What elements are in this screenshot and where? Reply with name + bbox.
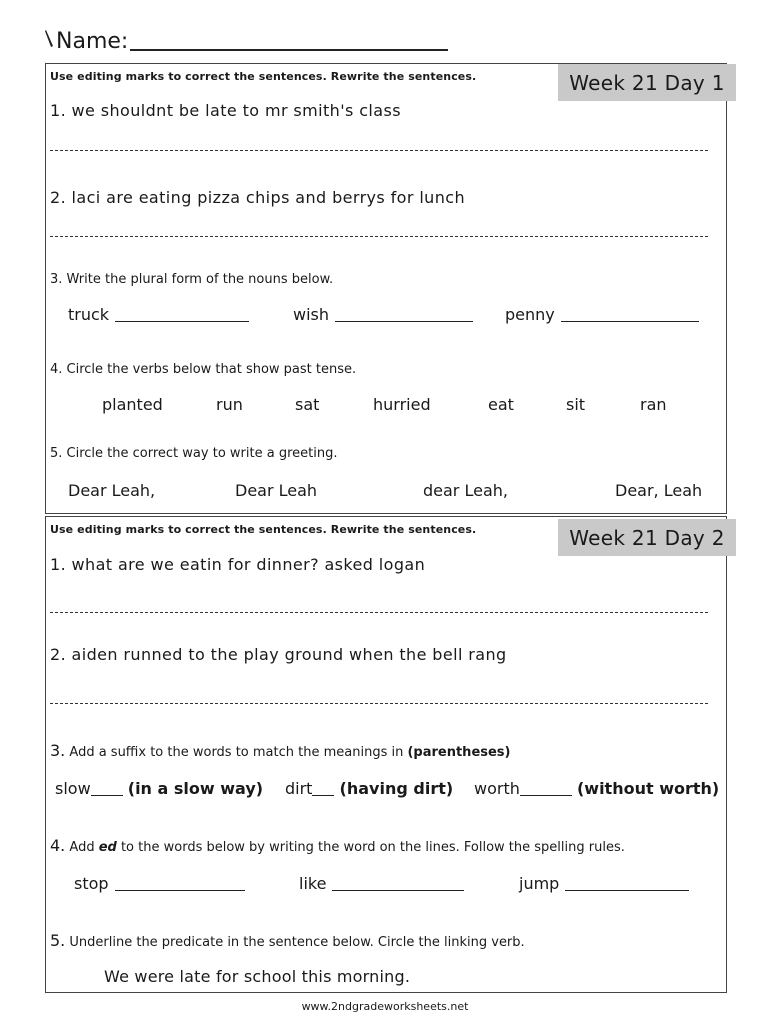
day2-sentence[interactable]: We were late for school this morning. [104, 967, 411, 986]
plural-word: truck [68, 305, 110, 324]
day1-week-badge: Week 21 Day 1 [558, 64, 736, 101]
ed-word: stop [74, 874, 109, 893]
day2-section [45, 516, 727, 993]
day1-verb-row [46, 395, 726, 415]
day2-ed-row [46, 874, 726, 894]
suffix-item-dirt [285, 779, 453, 798]
suffix-word: slow [55, 779, 91, 798]
day1-answer-line-2[interactable] [50, 236, 708, 237]
ed-item-like [299, 874, 464, 893]
suffix-word: worth [474, 779, 520, 798]
day1-question-2: 2. laci are eating pizza chips and berrys for lunch [50, 188, 465, 207]
verb-option[interactable]: run [216, 395, 243, 414]
verb-option[interactable]: ran [640, 395, 667, 414]
plural-item-truck [68, 305, 249, 324]
name-label: Name: [56, 29, 129, 54]
suffix-meaning: (in a slow way) [127, 779, 264, 798]
greeting-option[interactable]: Dear, Leah [615, 481, 703, 500]
ed-blank[interactable] [115, 876, 245, 891]
suffix-meaning: (without worth) [576, 779, 720, 798]
day2-answer-line-1[interactable] [50, 612, 708, 613]
verb-option[interactable]: sit [566, 395, 586, 414]
suffix-blank[interactable] [312, 781, 334, 796]
suffix-blank[interactable] [91, 781, 123, 796]
day1-question-5-prompt: 5. Circle the correct way to write a greeting. [50, 446, 338, 461]
plural-word: wish [293, 305, 330, 324]
plural-blank[interactable] [335, 307, 473, 322]
question-number: 3. [50, 741, 66, 760]
ed-blank[interactable] [332, 876, 464, 891]
prompt-text: to the words below by writing the word on the lines. Follow the spelling rules. [116, 840, 625, 855]
verb-option[interactable]: eat [488, 395, 514, 414]
verb-option[interactable]: sat [295, 395, 320, 414]
ed-word: jump [519, 874, 560, 893]
pencil-icon [44, 28, 56, 50]
day2-suffix-row [46, 779, 726, 799]
plural-item-wish [293, 305, 473, 324]
prompt-text-ed: ed [98, 840, 117, 855]
day1-answer-line-1[interactable] [50, 150, 708, 151]
greeting-option[interactable]: dear Leah, [423, 481, 508, 500]
plural-word: penny [505, 305, 555, 324]
day1-question-1: 1. we shouldnt be late to mr smith's class [50, 101, 401, 120]
day2-question-1: 1. what are we eatin for dinner? asked logan [50, 555, 426, 574]
day2-question-2: 2. aiden runned to the play ground when the bell rang [50, 645, 507, 664]
day1-question-4-prompt: 4. Circle the verbs below that show past tense. [50, 362, 357, 377]
day2-question-3-prompt [50, 741, 511, 760]
question-number: 4. [50, 836, 66, 855]
name-row [44, 28, 448, 54]
day2-answer-line-2[interactable] [50, 703, 708, 704]
day2-question-5-prompt [50, 931, 525, 950]
ed-word: like [299, 874, 327, 893]
suffix-item-worth [474, 779, 719, 798]
prompt-text: Add [65, 840, 99, 855]
ed-item-stop [74, 874, 245, 893]
day2-question-4-prompt [50, 836, 625, 855]
ed-item-jump [519, 874, 689, 893]
plural-item-penny [505, 305, 699, 324]
ed-blank[interactable] [565, 876, 689, 891]
day2-week-badge: Week 21 Day 2 [558, 519, 736, 556]
name-field[interactable] [130, 29, 448, 51]
day1-plural-row [46, 305, 726, 325]
prompt-text: Underline the predicate in the sentence below. Circle the linking verb. [65, 935, 525, 950]
greeting-option[interactable]: Dear Leah, [68, 481, 156, 500]
day1-section [45, 63, 727, 514]
plural-blank[interactable] [561, 307, 699, 322]
prompt-text-bold: (parentheses) [407, 745, 511, 760]
prompt-text: Add a suffix to the words to match the meanings in [65, 745, 408, 760]
suffix-item-slow [55, 779, 263, 798]
suffix-blank[interactable] [520, 781, 572, 796]
verb-option[interactable]: planted [102, 395, 163, 414]
verb-option[interactable]: hurried [373, 395, 431, 414]
suffix-meaning: (having dirt) [339, 779, 454, 798]
suffix-word: dirt [285, 779, 313, 798]
day1-instructions: Use editing marks to correct the sentences. Rewrite the sentences. [50, 70, 477, 83]
day1-greeting-row [46, 481, 726, 501]
question-number: 5. [50, 931, 66, 950]
day1-question-3-prompt: 3. Write the plural form of the nouns below. [50, 272, 334, 287]
greeting-option[interactable]: Dear Leah [235, 481, 318, 500]
plural-blank[interactable] [115, 307, 249, 322]
day2-instructions: Use editing marks to correct the sentences. Rewrite the sentences. [50, 523, 477, 536]
footer-url[interactable]: www.2ndgradeworksheets.net [301, 1000, 469, 1013]
